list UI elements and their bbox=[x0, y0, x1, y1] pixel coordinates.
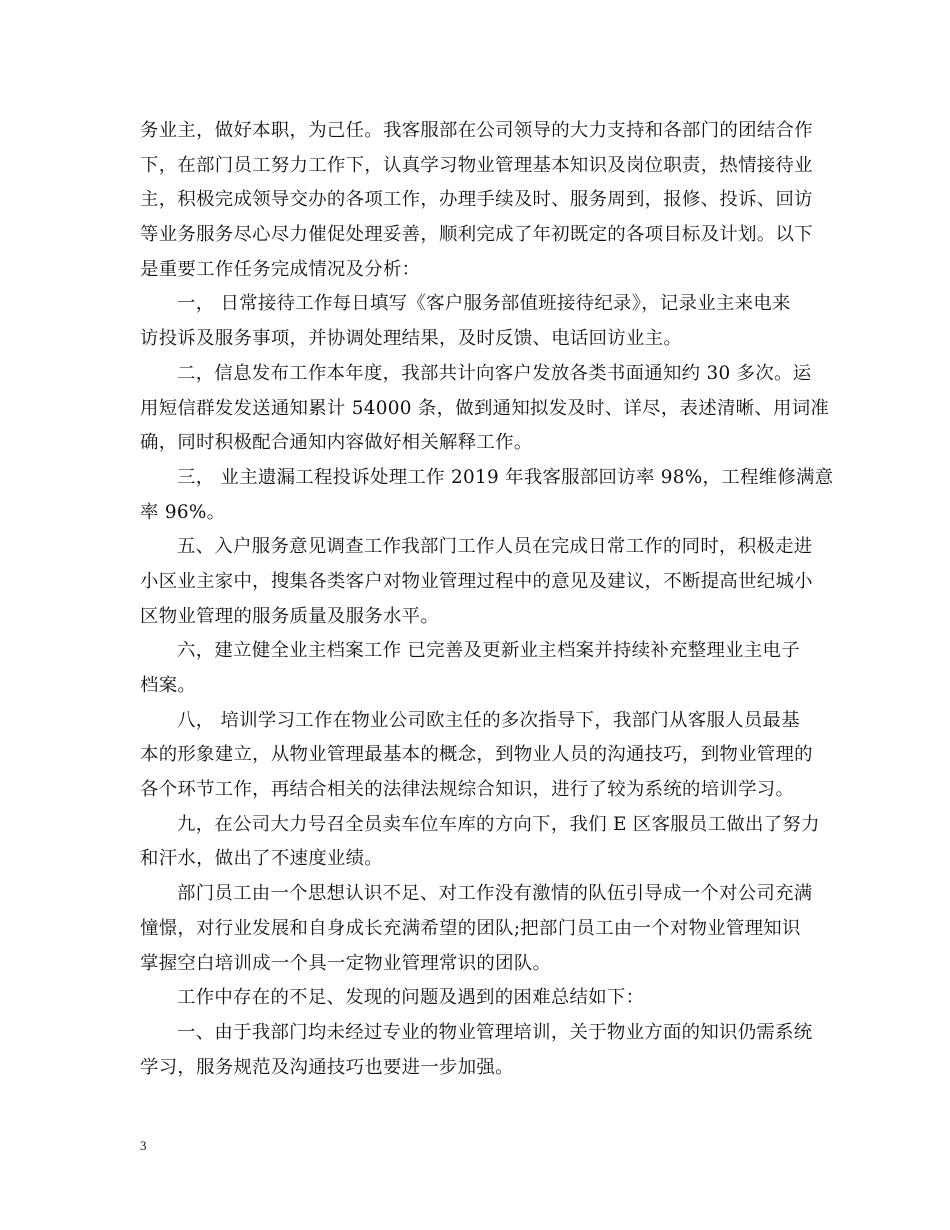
text-line: 和汗水，做出了不速度业绩。 bbox=[140, 848, 383, 870]
text-line: 用短信群发发送通知累计 54000 条，做到通知拟发及时、详尽，表述清晰、用词准 bbox=[140, 397, 830, 419]
text-line: 一、由于我部门均未经过专业的物业管理培训，关于物业方面的知识仍需系统 bbox=[177, 1021, 813, 1043]
text-line: 部门员工由一个思想认识不足、对工作没有激情的队伍引导成一个对公司充满 bbox=[177, 883, 813, 905]
text-line: 是重要工作任务完成情况及分析： bbox=[140, 258, 421, 280]
text-line: 务业主，做好本职，为己任。我客服部在公司领导的大力支持和各部门的团结合作 bbox=[140, 120, 813, 141]
text-line: 九，在公司大力号召全员卖车位车库的方向下，我们 E 区客服员工做出了努力 bbox=[177, 813, 820, 835]
text-line: 下，在部门员工努力工作下，认真学习物业管理基本知识及岗位职责，热情接待业 bbox=[140, 154, 813, 176]
text-line: 档案。 bbox=[140, 675, 197, 696]
text-line: 三， 业主遗漏工程投诉处理工作 2019 年我客服部回访率 98%，工程维修满意 bbox=[177, 466, 834, 488]
page-number: 3 bbox=[140, 1138, 147, 1153]
text-line: 小区业主家中，搜集各类客户对物业管理过程中的意见及建议，不断提高世纪城小 bbox=[140, 570, 813, 592]
document-body bbox=[140, 114, 834, 1085]
text-line: 访投诉及服务事项，并协调处理结果，及时反馈、电话回访业主。 bbox=[140, 328, 683, 350]
text-line: 本的形象建立，从物业管理最基本的概念，到物业人员的沟通技巧，到物业管理的 bbox=[140, 744, 813, 766]
text-line: 主，积极完成领导交办的各项工作，办理手续及时、服务周到，报修、投诉、回访 bbox=[140, 189, 813, 211]
text-line: 八， 培训学习工作在物业公司欧主任的多次指导下，我部门从客服人员最基 bbox=[177, 709, 800, 731]
text-line: 确，同时积极配合通知内容做好相关解释工作。 bbox=[140, 432, 533, 454]
text-line: 掌握空白培训成一个具一定物业管理常识的团队。 bbox=[140, 952, 552, 974]
text-line: 各个环节工作，再结合相关的法律法规综合知识，进行了较为系统的培训学习。 bbox=[140, 779, 795, 801]
text-line: 二，信息发布工作本年度，我部共计向客户发放各类书面通知约 30 多次。运 bbox=[177, 362, 812, 384]
text-line: 五、入户服务意见调查工作我部门工作人员在完成日常工作的同时，积极走进 bbox=[177, 536, 813, 558]
text-line: 等业务服务尽心尽力催促处理妥善，顺利完成了年初既定的各项目标及计划。以下 bbox=[140, 224, 813, 246]
text-line: 区物业管理的服务质量及服务水平。 bbox=[140, 605, 440, 627]
text-line: 六，建立健全业主档案工作 已完善及更新业主档案并持续补充整理业主电子 bbox=[177, 640, 800, 662]
text-line: 一， 日常接待工作每日填写《客户服务部值班接待纪录》，记录业主来电来 bbox=[177, 293, 791, 315]
text-line: 憧憬，对行业发展和自身成长充满希望的团队;把部门员工由一个对物业管理知识 bbox=[140, 917, 801, 939]
text-line: 率 96%。 bbox=[140, 501, 226, 523]
text-line: 学习，服务规范及沟通技巧也要进一步加强。 bbox=[140, 1056, 514, 1078]
text-line: 工作中存在的不足、发现的问题及遇到的困难总结如下： bbox=[177, 987, 645, 1009]
